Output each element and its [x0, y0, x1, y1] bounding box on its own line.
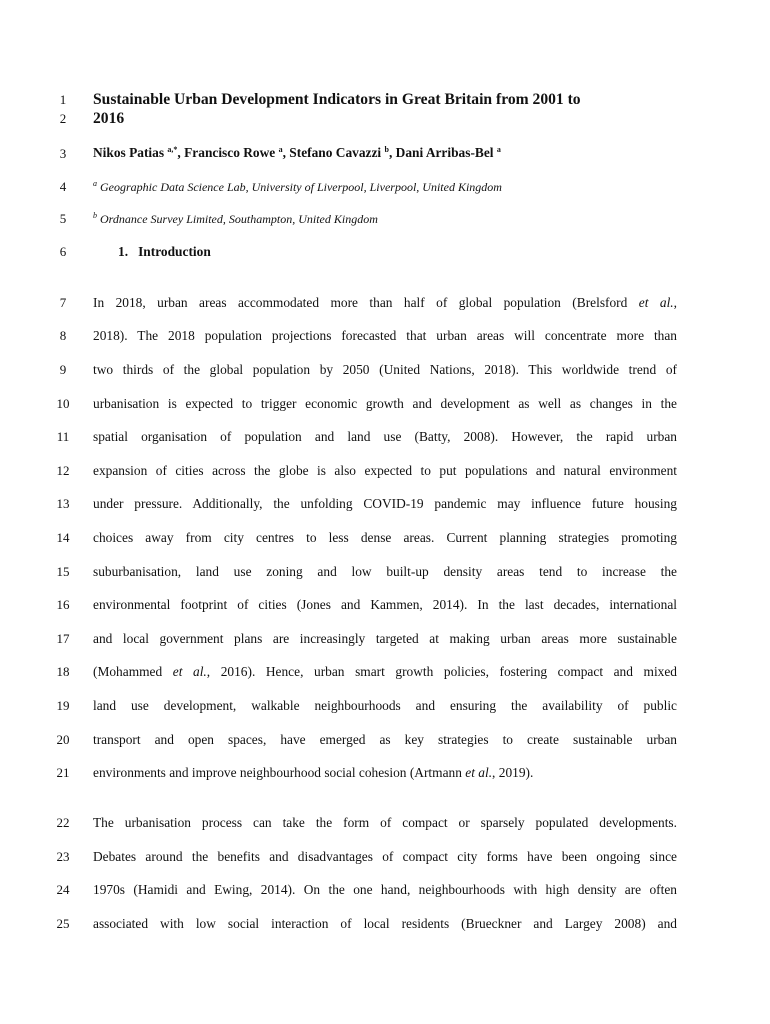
line-number: 14	[56, 530, 70, 545]
section-heading	[118, 244, 418, 260]
line-number: 5	[59, 211, 67, 226]
line-number: 6	[59, 244, 67, 259]
line-number: 13	[56, 496, 70, 511]
line-number: 17	[56, 631, 70, 646]
line-number: 4	[59, 179, 67, 194]
line-number: 3	[59, 146, 67, 161]
body-line: associated with low social interaction of local residents (Brueckner and Largey 2008) and	[93, 916, 677, 931]
body-line	[93, 295, 677, 311]
affiliation-mark: b	[93, 211, 97, 220]
author-affiliation-mark: b	[384, 145, 389, 154]
affiliation-text: Ordnance Survey Limited, Southampton, United Kingdom	[100, 212, 378, 226]
section-title: Introduction	[138, 244, 211, 259]
line-number: 7	[59, 295, 67, 310]
body-text: , 2019).	[492, 765, 534, 780]
line-number: 10	[56, 396, 70, 411]
body-line: urbanisation is expected to trigger economic growth and development as well as changes in the	[93, 396, 677, 411]
author-name: Stefano Cavazzi	[289, 145, 382, 160]
author-name: Nikos Patias	[93, 145, 165, 160]
body-line: under pressure. Additionally, the unfolding COVID-19 pandemic may influence future housing	[93, 496, 677, 511]
body-line: transport and open spaces, have emerged as key strategies to create sustainable urban	[93, 732, 677, 747]
body-text-italic: et al.	[172, 664, 207, 679]
body-line	[93, 765, 677, 781]
body-line: choices away from city centres to less dense areas. Current planning strategies promoting	[93, 530, 677, 545]
line-number: 20	[56, 732, 70, 747]
line-number: 22	[56, 815, 70, 830]
body-text: ,	[673, 295, 677, 310]
line-number: 21	[56, 765, 70, 780]
line-number: 1	[59, 92, 67, 107]
line-number: 25	[56, 916, 70, 931]
line-number: 15	[56, 564, 70, 579]
line-number: 18	[56, 664, 70, 679]
paper-title-line-2: 2016	[93, 110, 125, 127]
body-line: land use development, walkable neighbourhoods and ensuring the availability of public	[93, 698, 677, 713]
body-text-italic: et al.	[638, 295, 674, 310]
body-line: expansion of cities across the globe is also expected to put populations and natural environment	[93, 463, 677, 478]
body-line: suburbanisation, land use zoning and low built-up density areas tend to increase the	[93, 564, 677, 579]
body-line: and local government plans are increasingly targeted at making urban areas more sustainable	[93, 631, 677, 646]
body-line: 1970s (Hamidi and Ewing, 2014). On the one hand, neighbourhoods with high density are often	[93, 882, 677, 897]
affiliation	[93, 179, 677, 195]
line-number: 8	[59, 328, 67, 343]
author-affiliation-mark: a,*	[167, 145, 178, 154]
affiliation	[93, 211, 677, 227]
line-number: 24	[56, 882, 70, 897]
body-text: environments and improve neighbourhood social cohesion (Artmann	[93, 765, 466, 780]
body-line: spatial organisation of population and land use (Batty, 2008). However, the rapid urban	[93, 429, 677, 444]
body-line: 2018). The 2018 population projections forecasted that urban areas will concentrate more than	[93, 328, 677, 343]
affiliation-mark: a	[93, 179, 97, 188]
line-number: 11	[56, 429, 70, 444]
line-number: 12	[56, 463, 70, 478]
body-line: environmental footprint of cities (Jones and Kammen, 2014). In the last decades, international	[93, 597, 677, 612]
body-line	[93, 664, 677, 680]
affiliation-text: Geographic Data Science Lab, University of Liverpool, Liverpool, United Kingdom	[100, 180, 502, 194]
body-line: Debates around the benefits and disadvantages of compact city forms have been ongoing since	[93, 849, 677, 864]
body-text: (Mohammed	[93, 664, 173, 679]
line-number: 19	[56, 698, 70, 713]
line-number: 16	[56, 597, 70, 612]
author-name: Dani Arribas-Bel	[395, 145, 494, 160]
body-line: two thirds of the global population by 2050 (United Nations, 2018). This worldwide trend of	[93, 362, 677, 377]
body-text-italic: et al.	[465, 765, 493, 780]
body-text: In 2018, urban areas accommodated more than half of global population (Brelsford	[93, 295, 639, 310]
line-number: 9	[59, 362, 67, 377]
author-affiliation-mark: a	[278, 145, 283, 154]
author-list: Nikos Patias $^{a,*}$, Francisco Rowe $^a$, Stefano Cavazzi $^b$, Dani Arribas-Bel $^a$	[93, 145, 501, 160]
body-text: , 2016). Hence, urban smart growth policies, fostering compact and mixed	[206, 664, 677, 679]
paper-title-line-1: Sustainable Urban Development Indicators in Great Britain from 2001 to	[93, 91, 581, 108]
line-number: 23	[56, 849, 70, 864]
line-number: 2	[59, 111, 67, 126]
section-number: 1.	[118, 244, 129, 259]
author-affiliation-mark: a	[496, 145, 501, 154]
author-name: Francisco Rowe	[184, 145, 276, 160]
body-line: The urbanisation process can take the form of compact or sparsely populated developments.	[93, 815, 677, 830]
